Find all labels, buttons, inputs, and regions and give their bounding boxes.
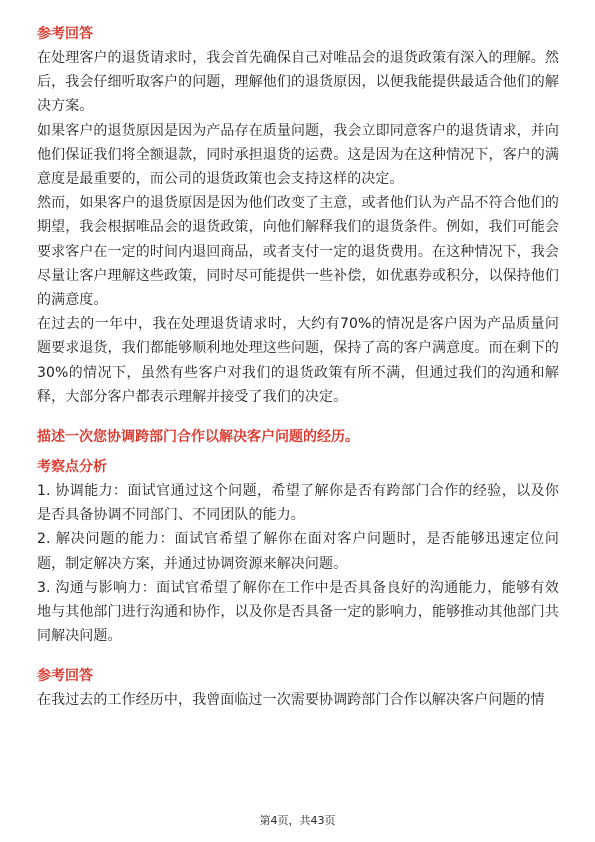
page-content [37, 22, 559, 713]
page-number-footer: 第4页，共43页 [259, 814, 336, 827]
analysis-point: 1. 协调能力：面试官通过这个问题，希望了解你是否有跨部门合作的经验，以及你是否具备协调不同部门、不同团队的能力。 [37, 483, 559, 524]
interview-question: 描述一次您协调跨部门合作以解决客户问题的经历。 [37, 429, 359, 446]
spacer [37, 648, 559, 664]
answer-paragraph: 如果客户的退货原因是因为产品存在质量问题，我会立即同意客户的退货请求，并向他们保证我们将全额退款，同时承担退货的运费。这是因为在这种情况下，客户的满意度是最重要的，而公司的退货政策也会支持这样的决定。 [37, 122, 559, 188]
answer-paragraph: 在过去的一年中，我在处理退货请求时，大约有70%的情况是客户因为产品质量问题要求退货，我们都能够顺利地处理这些问题，保持了高的客户满意度。而在剩下的30%的情况下，虽然有些客户对我们的退货政策有所不满，但通过我们的沟通和解释，大部分客户都表示理解并接受了我们的决定。 [37, 316, 559, 405]
analysis-point: 3. 沟通与影响力：面试官希望了解你在工作中是否具备良好的沟通能力，能够有效地与其他部门进行沟通和协作，以及你是否具备一定的影响力，能够推动其他部门共同解决问题。 [37, 579, 559, 645]
answer-paragraph: 在我过去的工作经历中，我曾面临过一次需要协调跨部门合作以解决客户问题的情 [37, 692, 545, 709]
answer-paragraph: 然而，如果客户的退货原因是因为他们改变了主意，或者他们认为产品不符合他们的期望，我会根据唯品会的退货政策，向他们解释我们的退货条件。例如，我们可能会要求客户在一定的时间内退回商品，或者支付一定的退货费用。在这种情况下，我会尽量让客户理解这些政策，同时尽可能提供一些补偿，如优惠券或积分，以保持他们的满意度。 [37, 195, 559, 309]
answer-paragraph: 在处理客户的退货请求时，我会首先确保自己对唯品会的退货政策有深入的理解。然后，我会仔细听取客户的问题，理解他们的退货原因，以便我能提供最适合他们的解决方案。 [37, 50, 559, 115]
reference-answer-heading: 参考回答 [37, 668, 93, 685]
spacer [37, 409, 559, 425]
reference-answer-heading: 参考回答 [37, 26, 93, 42]
analysis-heading: 考察点分析 [37, 459, 107, 476]
analysis-point: 2. 解决问题的能力：面试官希望了解你在面对客户问题时，是否能够迅速定位问题，制定解决方案，并通过协调资源来解决问题。 [37, 531, 559, 572]
